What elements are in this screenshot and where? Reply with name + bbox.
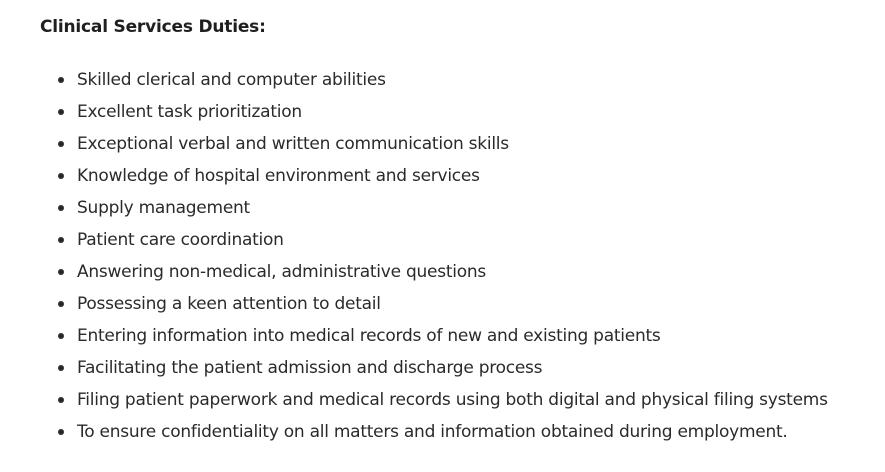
list-item (40, 323, 828, 355)
list-item-text: Skilled clerical and computer abilities (77, 70, 386, 90)
bullet-icon (58, 429, 64, 435)
bullet-icon (58, 269, 64, 275)
list-item-text: Supply management (77, 198, 250, 218)
bullet-icon (58, 237, 64, 243)
list-item (40, 387, 828, 419)
bullet-icon (58, 301, 64, 307)
bullet-icon (58, 173, 64, 179)
list-item-text: To ensure confidentiality on all matters and information obtained during employment. (77, 422, 788, 442)
list-item (40, 195, 828, 227)
list-item (40, 99, 828, 131)
list-item-text: Answering non-medical, administrative questions (77, 262, 486, 282)
list-item-text: Facilitating the patient admission and discharge process (77, 358, 543, 378)
bullet-icon (58, 365, 64, 371)
list-item (40, 259, 828, 291)
list-item (40, 355, 828, 387)
list-item-text: Excellent task prioritization (77, 102, 302, 122)
list-item-text: Entering information into medical records of new and existing patients (77, 326, 661, 346)
list-item (40, 163, 828, 195)
bullet-icon (58, 141, 64, 147)
list-item (40, 131, 828, 163)
bullet-icon (58, 205, 64, 211)
bullet-icon (58, 109, 64, 115)
list-item-text: Patient care coordination (77, 230, 284, 250)
duties-section (40, 15, 870, 442)
list-item (40, 227, 828, 259)
bullet-icon (58, 397, 64, 403)
bullet-icon (58, 333, 64, 339)
list-item-text: Exceptional verbal and written communication skills (77, 134, 509, 154)
bullet-icon (58, 77, 64, 83)
list-item (40, 291, 828, 323)
list-item (40, 419, 828, 451)
list-item (40, 67, 828, 99)
duties-list (40, 67, 828, 451)
section-heading: Clinical Services Duties: (40, 17, 266, 37)
list-item-text: Filing patient paperwork and medical records using both digital and physical filing systems (77, 390, 828, 410)
list-item-text: Knowledge of hospital environment and services (77, 166, 480, 186)
list-item-text: Possessing a keen attention to detail (77, 294, 381, 314)
